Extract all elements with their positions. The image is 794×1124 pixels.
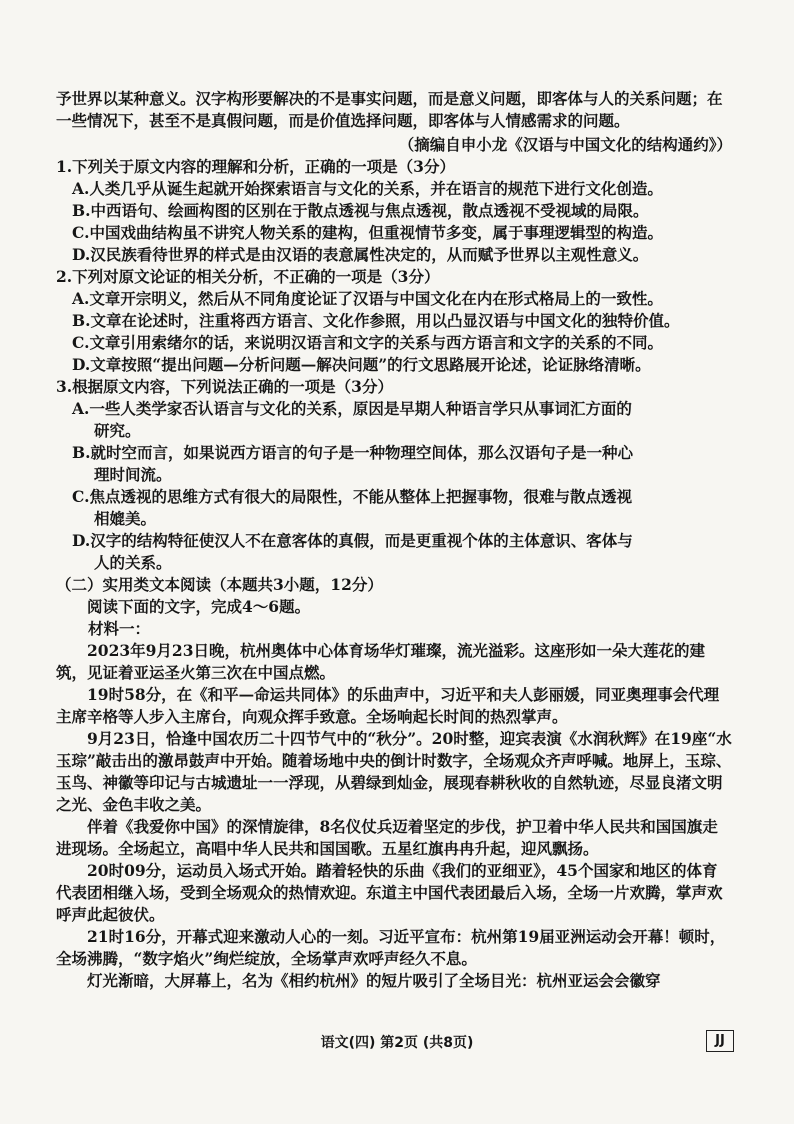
option-b-continued: 理时间流。 [94,465,172,484]
option-c-continued: 相媲美。 [94,509,157,528]
material-paragraph: 21时16分，开幕式迎来激动人心的一刻。习近平宣布：杭州第19届亚洲运动会开幕！顿时，全场沸腾，“数字焰火”绚烂绽放，全场掌声欢呼声经久不息。 [56,927,726,968]
question-stem: 2.下列对原文论证的相关分析，不正确的一项是（3分） [56,267,440,286]
option-d: D.汉字的结构特征使汉人不在意客体的真假，而是更重视个体的主体意识、客体与 [72,531,633,550]
option-b: B.中西语句、绘画构图的区别在于散点透视与焦点透视，散点透视不受视域的局限。 [72,201,649,220]
option-a-continued: 研究。 [94,421,141,440]
section-title: （二）实用类文本阅读（本题共3小题，12分） [56,575,383,594]
option-a: A.人类几乎从诞生起就开始探索语言与文化的关系，并在语言的规范下进行文化创造。 [72,179,663,198]
option-c: C.文章引用索绪尔的话，来说明汉语言和文字的关系与西方语言和文字的关系的不同。 [72,333,663,352]
option-c: C.焦点透视的思维方式有很大的局限性，不能从整体上把握事物，很难与散点透视 [72,487,632,506]
question-1 [56,156,732,266]
question-stem: 3.根据原文内容，下列说法正确的一项是（3分） [56,377,393,396]
material-paragraph: 19时58分，在《和平—命运共同体》的乐曲声中，习近平和夫人彭丽媛，同亚奥理事会代理主席辛格等人步入主席台，向观众挥手致意。全场响起长时间的热烈掌声。 [56,685,720,726]
reading-instruction: 阅读下面的文字，完成4～6题。 [87,597,311,616]
question-stem: 1.下列关于原文内容的理解和分析，正确的一项是（3分） [56,157,455,176]
page-number: 语文(四) 第2页 (共8页) [320,1035,474,1051]
material-paragraph: 灯光渐暗，大屏幕上，名为《相约杭州》的短片吸引了全场目光：杭州亚运会会徽穿 [87,971,661,990]
option-b: B.文章在论述时，注重将西方语言、文化作参照，用以凸显汉语与中国文化的独特价值。 [72,311,680,330]
material-paragraph: 20时09分，运动员入场式开始。踏着轻快的乐曲《我们的亚细亚》，45个国家和地区的体育代表团相继入场，受到全场观众的热情欢迎。东道主中国代表团最后入场，全场一片欢腾，掌声欢呼声此起彼伏。 [56,861,723,924]
page-content [56,88,732,992]
option-d-continued: 人的关系。 [94,553,172,572]
material-paragraph: 2023年9月23日晚，杭州奥体中心体育场华灯璀璨，流光溢彩。这座形如一朵大莲花的建筑，见证着亚运圣火第三次在中国点燃。 [56,641,705,682]
material-paragraph: 9月23日，恰逢中国农历二十四节气中的“秋分”。20时整，迎宾表演《水润秋辉》在19座“水玉琮”敲击出的激昂鼓声中开始。随着场地中央的倒计时数字，全场观众齐声呼喊。地屏上，玉琮、玉鸟、神徽等印记与古城遗址一一浮现，从碧绿到灿金，展现春耕秋收的自然轨迹，尽显良渚文明之光、金色丰收之美。 [56,729,732,814]
question-2 [56,266,732,376]
question-3 [56,376,732,574]
source-citation: （摘编自申小龙《汉语与中国文化的结构通约》） [398,135,732,154]
option-c: C.中国戏曲结构虽不讲究人物关系的建构，但重视情节多变，属于事理逻辑型的构造。 [72,223,663,242]
option-d: D.汉民族看待世界的样式是由汉语的表意属性决定的，从而赋予世界以主观性意义。 [72,245,649,264]
option-b: B.就时空而言，如果说西方语言的句子是一种物理空间体，那么汉语句子是一种心 [72,443,633,462]
option-a: A.文章开宗明义，然后从不同角度论证了汉语与中国文化在内在形式格局上的一致性。 [72,289,663,308]
option-a: A.一些人类学家否认语言与文化的关系，原因是早期人种语言学只从事词汇方面的 [72,399,632,418]
option-d: D.文章按照“提出问题—分析问题—解决问题”的行文思路展开论述，论证脉络清晰。 [72,355,651,374]
exam-code-badge: JJ [706,1030,734,1052]
material-paragraph: 伴着《我爱你中国》的深情旋律，8名仪仗兵迈着坚定的步伐，护卫着中华人民共和国国旗走进现场。全场起立，高唱中华人民共和国国歌。五星红旗冉冉升起，迎风飘扬。 [56,817,718,858]
page-footer [0,1030,794,1054]
intro-paragraph: 予世界以某种意义。汉字构形要解决的不是事实问题，而是意义问题，即客体与人的关系问题；在一些情况下，甚至不是真假问题，而是价值选择问题，即客体与人情感需求的问题。 [56,89,723,130]
material-title: 材料一： [88,619,151,638]
